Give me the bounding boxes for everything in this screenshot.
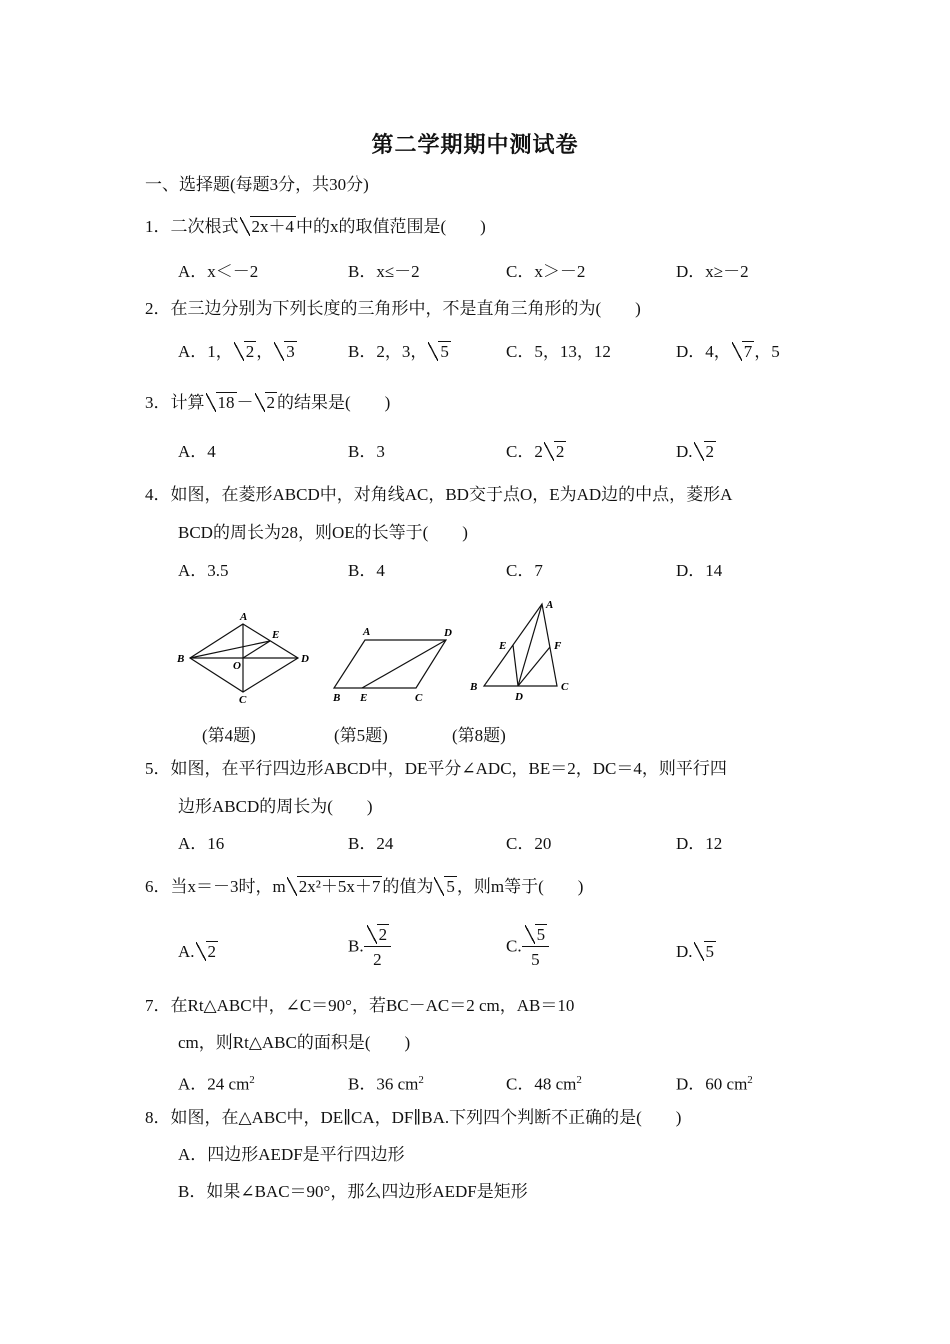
caption-figure-4: (第4题) <box>202 726 256 745</box>
q6-option-c <box>506 924 549 971</box>
figure-4-rhombus <box>190 624 298 692</box>
q5-option-d: D．12 <box>676 834 723 853</box>
figure-8-triangle <box>484 604 557 686</box>
fig5-label-a: A <box>363 626 371 638</box>
fig5-label-c: C <box>415 692 423 704</box>
fig4-label-a: A <box>240 611 248 623</box>
q4-option-d: D．14 <box>676 561 723 580</box>
page-title: 第二学期期中测试卷 <box>371 132 579 157</box>
q5-option-b: B．24 <box>348 834 394 853</box>
caption-figure-5: (第5题) <box>334 726 388 745</box>
q3-c-rad: 2 <box>555 442 565 461</box>
q7-option-c <box>506 1069 582 1096</box>
radical-sign <box>196 941 219 963</box>
radical-sign <box>206 392 237 414</box>
q6-b-fraction <box>364 924 392 971</box>
q3-prefix: 3．计算 <box>145 393 205 412</box>
q7-d-text: D．60 cm <box>676 1074 748 1094</box>
q7-b-text: B．36 cm <box>348 1074 419 1094</box>
q3-option-a: A．4 <box>178 442 216 461</box>
q1-option-a: A．x＜－2 <box>178 262 259 281</box>
fig4-label-e: E <box>272 629 280 641</box>
fig4-label-o: O <box>233 660 241 672</box>
q6-c-fraction <box>522 924 550 971</box>
q1-suffix: 中的x的取值范围是( ) <box>296 217 486 236</box>
geometry-figures <box>170 598 590 708</box>
figure-5-parallelogram <box>334 640 446 688</box>
fig8-label-d: D <box>515 691 523 703</box>
fig5-label-e: E <box>360 692 368 704</box>
q3-d-rad: 2 <box>705 442 715 461</box>
q6-middle: 的值为 <box>382 877 434 896</box>
section-heading: 一、选择题(每题3分，共30分) <box>145 175 369 194</box>
question-3 <box>145 392 390 414</box>
q4-option-b: B．4 <box>348 561 385 580</box>
q2-d-rad: 7 <box>743 342 753 361</box>
q7-a-sup: 2 <box>249 1074 255 1086</box>
q1-option-b: B．x≤－2 <box>348 262 420 281</box>
q6-b-text: B. <box>348 936 364 956</box>
fig4-label-d: D <box>301 653 309 665</box>
radical-sign <box>544 441 567 463</box>
q6-option-d <box>676 941 716 963</box>
q3-option-c <box>506 441 566 463</box>
q6-a-text: A. <box>178 942 195 961</box>
caption-figure-8: (第8题) <box>452 726 506 745</box>
q7-option-b <box>348 1069 424 1096</box>
q2-option-d <box>676 341 780 363</box>
q7-c-text: C．48 cm <box>506 1074 577 1094</box>
q3-option-d <box>676 441 716 463</box>
q2-option-a: A．1， 2 ， 3 <box>178 342 295 361</box>
radical-sign <box>694 941 717 963</box>
radical-sign <box>274 341 297 363</box>
q7-b-sup: 2 <box>418 1074 424 1086</box>
q6-b-denominator: 2 <box>373 950 382 969</box>
question-6 <box>145 876 583 898</box>
q2-a-rad1: 2 <box>245 342 255 361</box>
q6-option-b <box>348 924 391 971</box>
q7-d-sup: 2 <box>747 1074 753 1086</box>
question-7-line-1: 7．在Rt△ABC中，∠C＝90°，若BC－AC＝2 cm，AB＝10 <box>145 996 575 1015</box>
fig8-label-e: E <box>499 640 507 652</box>
q7-option-a <box>178 1069 255 1096</box>
question-8: 8．如图，在△ABC中，DE∥CA，DF∥BA.下列四个判断不正确的是( ) <box>145 1108 682 1127</box>
q3-d-text: D. <box>676 442 693 461</box>
q3-rad2: 2 <box>266 393 275 412</box>
q7-a-text: A．24 cm <box>178 1074 250 1094</box>
q5-option-a: A．16 <box>178 834 225 853</box>
q2-a-text: A．1， <box>178 342 233 361</box>
fig8-label-c: C <box>561 681 569 693</box>
question-4-line-2: BCD的周长为28，则OE的长等于( ) <box>178 523 468 542</box>
radical-sign <box>255 392 278 414</box>
q4-option-a: A．3.5 <box>178 561 229 580</box>
fig4-label-b: B <box>177 653 185 665</box>
q8-option-b: B．如果∠BAC＝90°，那么四边形AEDF是矩形 <box>178 1182 528 1201</box>
q6-suffix: ，则m等于( ) <box>456 877 584 896</box>
q2-b-text: B．2，3， <box>348 342 428 361</box>
q3-suffix: 的结果是( ) <box>277 393 391 412</box>
q6-d-rad: 5 <box>705 942 715 961</box>
q6-radicand: 2x²＋5x＋7 <box>298 877 381 896</box>
q1-prefix: 1．二次根式 <box>145 217 239 236</box>
radical-sign <box>240 216 297 238</box>
fig4-label-c: C <box>239 694 247 706</box>
fig8-label-a: A <box>546 599 554 611</box>
q2-d-text: D．4， <box>676 342 731 361</box>
q2-b-rad: 5 <box>440 342 449 361</box>
q2-option-b <box>348 341 451 363</box>
q6-a-rad: 2 <box>207 942 217 961</box>
q2-a-rad2: 3 <box>286 342 295 361</box>
q6-c-denominator: 5 <box>531 950 540 969</box>
q3-rad1: 18 <box>217 393 235 412</box>
q1-option-c: C．x＞－2 <box>506 262 586 281</box>
question-1 <box>145 216 486 238</box>
radical-sign <box>525 924 548 946</box>
q1-option-d: D．x≥－2 <box>676 262 749 281</box>
question-5-line-2: 边形ABCD的周长为( ) <box>178 797 373 816</box>
q6-rad2: 5 <box>446 877 455 896</box>
radical-sign <box>732 341 755 363</box>
question-2: 2．在三边分别为下列长度的三角形中，不是直角三角形的为( ) <box>145 299 641 318</box>
question-5-line-1: 5．如图，在平行四边形ABCD中，DE平分∠ADC，BE＝2，DC＝4，则平行四 <box>145 759 727 778</box>
fig8-label-b: B <box>470 681 478 693</box>
q6-option-a <box>178 941 218 963</box>
question-4-line-1: 4．如图，在菱形ABCD中，对角线AC，BD交于点O，E为AD边的中点，菱形A <box>145 485 733 504</box>
q7-option-d <box>676 1069 753 1096</box>
q3-c-text: C．2 <box>506 442 543 461</box>
radical-sign <box>234 341 257 363</box>
q3-option-b: B．3 <box>348 442 385 461</box>
q4-option-c: C．7 <box>506 561 543 580</box>
radical-sign <box>367 924 390 946</box>
q5-option-c: C．20 <box>506 834 552 853</box>
radical-sign <box>287 876 383 898</box>
radical-sign <box>428 341 451 363</box>
q7-c-sup: 2 <box>576 1074 582 1086</box>
radical-sign <box>694 441 717 463</box>
q2-option-c: C．5，13，12 <box>506 342 611 361</box>
q3-minus: － <box>236 393 254 412</box>
fig5-label-d: D <box>444 627 452 639</box>
q1-radicand: 2x＋4 <box>251 217 294 236</box>
q6-prefix: 6．当x＝－3时，m <box>145 877 286 896</box>
q6-c-numerator: 5 <box>536 925 546 944</box>
question-7-line-2: cm，则Rt△ABC的面积是( ) <box>178 1033 411 1052</box>
q6-c-text: C. <box>506 936 522 956</box>
q8-option-a: A．四边形AEDF是平行四边形 <box>178 1145 405 1164</box>
fig8-label-f: F <box>554 640 562 652</box>
q6-b-numerator: 2 <box>378 925 388 944</box>
q6-d-text: D. <box>676 942 693 961</box>
q2-d-suffix: ，5 <box>754 342 780 361</box>
fig5-label-b: B <box>333 692 341 704</box>
radical-sign <box>434 876 457 898</box>
